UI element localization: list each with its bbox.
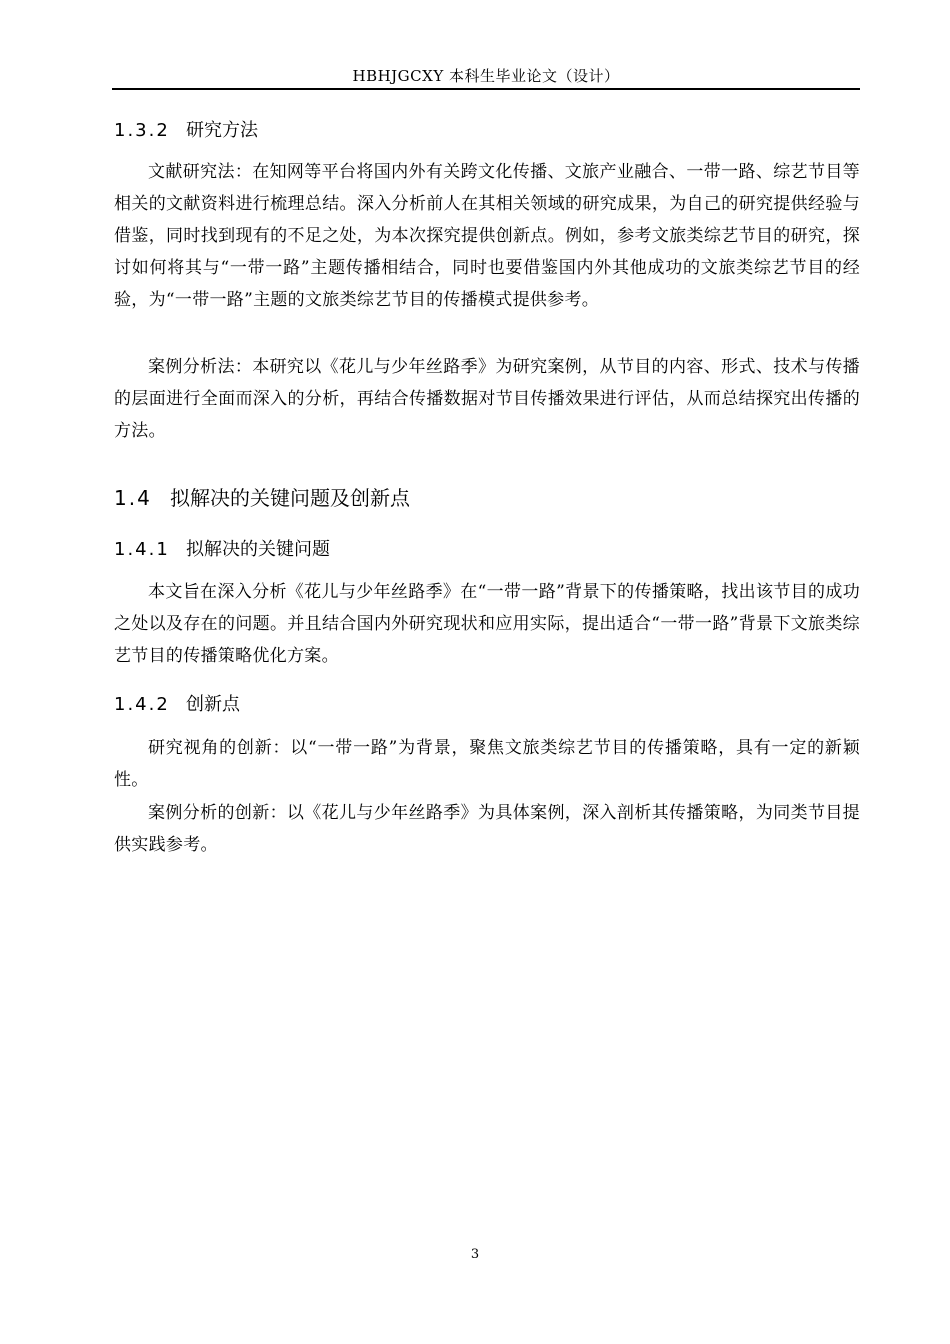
- page-number: 3: [470, 1247, 480, 1262]
- section-number: 1.4.2: [114, 694, 170, 715]
- section-number: 1.4: [114, 486, 152, 510]
- paragraph-case-innovation: 案例分析的创新：以《花儿与少年丝路季》为具体案例，深入剖析其传播策略，为同类节目提供实践参考。: [114, 803, 860, 855]
- paragraph-perspective-innovation: 研究视角的创新：以“一带一路”为背景，聚焦文旅类综艺节目的传播策略，具有一定的新颖性。: [114, 738, 860, 790]
- paragraph-key-problems: 本文旨在深入分析《花儿与少年丝路季》在“一带一路”背景下的传播策略，找出该节目的成功之处以及存在的问题。并且结合国内外研究现状和应用实际，提出适合“一带一路”背景下文旅类综艺节目的传播策略优化方案。: [114, 582, 860, 666]
- heading-1-4-2: [114, 692, 240, 718]
- heading-1-4: [114, 484, 410, 512]
- section-title: 创新点: [186, 694, 240, 715]
- section-number: 1.3.2: [114, 120, 170, 141]
- heading-1-4-1: [114, 537, 330, 563]
- section-title: 拟解决的关键问题及创新点: [170, 486, 410, 510]
- paragraph-case-analysis-method: 案例分析法：本研究以《花儿与少年丝路季》为研究案例，从节目的内容、形式、技术与传播的层面进行全面而深入的分析，再结合传播数据对节目传播效果进行评估，从而总结探究出传播的方法。: [114, 357, 860, 441]
- header-divider: [112, 88, 860, 90]
- section-number: 1.4.1: [114, 539, 170, 560]
- paragraph-literature-method: 文献研究法：在知网等平台将国内外有关跨文化传播、文旅产业融合、一带一路、综艺节目等相关的文献资料进行梳理总结。深入分析前人在其相关领域的研究成果，为自己的研究提供经验与借鉴，同时找到现有的不足之处，为本次探究提供创新点。例如，参考文旅类综艺节目的研究，探讨如何将其与“一带一路”主题传播相结合，同时也要借鉴国内外其他成功的文旅类综艺节目的经验，为“一带一路”主题的文旅类综艺节目的传播模式提供参考。: [114, 162, 860, 310]
- running-header: HBHJGCXY 本科生毕业论文（设计）: [352, 67, 620, 85]
- section-title: 拟解决的关键问题: [186, 539, 330, 560]
- heading-1-3-2: [114, 118, 258, 144]
- section-title: 研究方法: [186, 120, 258, 141]
